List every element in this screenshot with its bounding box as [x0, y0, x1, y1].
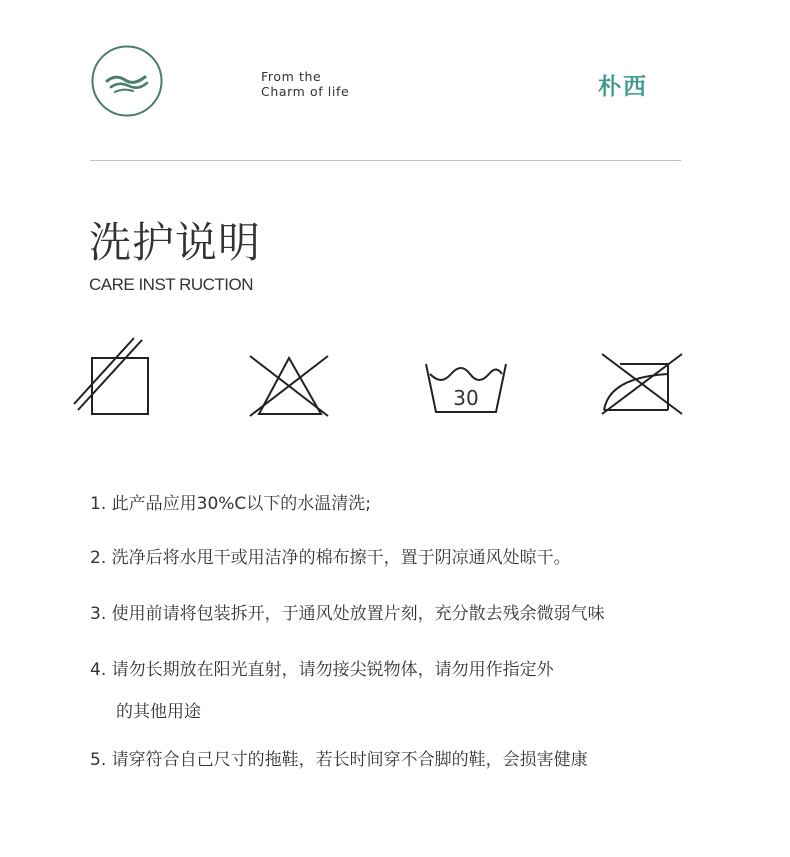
wash-30-icon: [418, 334, 514, 424]
instruction-number: 2.: [90, 548, 107, 568]
instruction-item-1: [90, 490, 750, 518]
do-not-tumble-dry-icon: [72, 334, 168, 424]
instruction-item-3: [90, 600, 750, 628]
header-divider: [90, 160, 681, 161]
care-instructions-list: [90, 490, 750, 774]
brand-tagline: [261, 69, 349, 99]
instruction-item-2: [90, 544, 750, 572]
page-subtitle: CARE INST RUCTION: [89, 275, 254, 294]
instruction-number: 1.: [90, 494, 107, 514]
wash-temperature-label: 30: [453, 386, 479, 410]
do-not-iron-icon: [598, 334, 694, 424]
instruction-text: 请勿长期放在阳光直射，请勿接尖锐物体，请勿用作指定外: [111, 660, 554, 680]
instruction-text: 洗净后将水甩干或用洁净的棉布擦干，置于阴凉通风处晾干。: [111, 548, 571, 568]
instruction-text: 此产品应用30%C以下的水温清洗;: [111, 494, 372, 514]
instruction-item-5: [90, 746, 750, 774]
instruction-text: 请穿符合自己尺寸的拖鞋，若长时间穿不合脚的鞋，会损害健康: [111, 750, 588, 770]
tagline-line-2: Charm of life: [261, 84, 350, 99]
instruction-number: 5.: [90, 750, 107, 770]
tagline-line-1: From the: [261, 69, 322, 84]
page-title: 洗护说明: [89, 218, 262, 267]
instruction-text: 使用前请将包装拆开，于通风处放置片刻，充分散去残余微弱气味: [111, 604, 605, 624]
instruction-number: 4.: [90, 660, 107, 680]
instruction-text-continued: 的其他用途: [116, 702, 201, 722]
do-not-bleach-icon: [242, 334, 338, 424]
brand-logo-icon: [91, 45, 163, 117]
instruction-number: 3.: [90, 604, 107, 624]
brand-name: 朴西: [598, 74, 648, 100]
instruction-item-4: [90, 656, 750, 726]
